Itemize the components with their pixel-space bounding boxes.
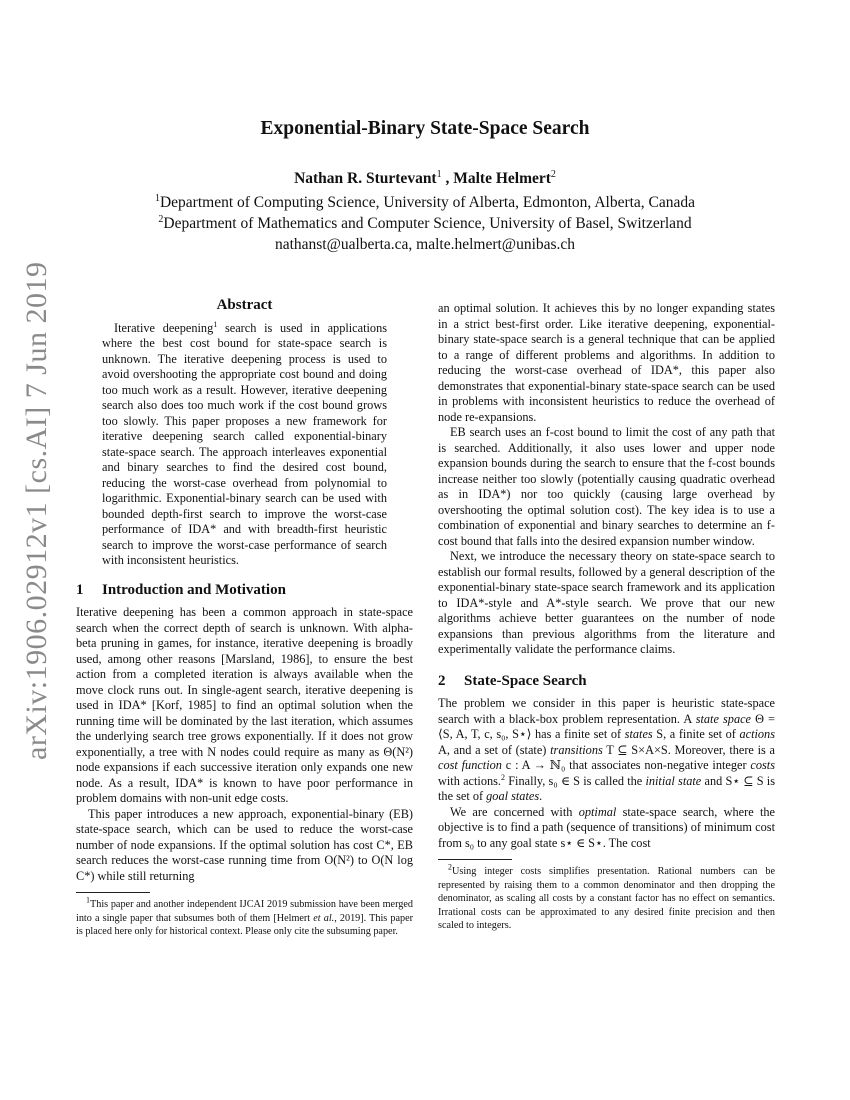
author-name: Malte Helmert bbox=[453, 170, 551, 187]
footnote-citation: et al. bbox=[313, 912, 335, 924]
footnote-mark: 2 bbox=[448, 862, 452, 872]
affiliation-text: Department of Mathematics and Computer Science, University of Basel, Switzerland bbox=[163, 215, 692, 232]
text-run: c : A → ℕ₀ that associates non-negative integer bbox=[501, 758, 751, 772]
body-paragraph: an optimal solution. It achieves this by no longer expanding states in a strict best-first order. Like iterative deepening, exponential-binary state-space search is a general technique that can be applied to a range of different problems and algorithms. In addition to reducing the worst-case overhead of IDA*, this paper also demonstrates that exponential-binary state-space search can be used in problems with inconsistent heuristics to reduce the overhead of node re-expansions. bbox=[438, 301, 775, 424]
footnote-divider bbox=[438, 859, 512, 860]
section-title: State-Space Search bbox=[464, 672, 587, 689]
section-title: Introduction and Motivation bbox=[102, 581, 286, 598]
paper-title: Exponential-Binary State-Space Search bbox=[260, 118, 590, 139]
body-paragraph: EB search uses an f-cost bound to limit the cost of any path that is searched. Additionally, it also uses lower and upper node expansion bounds during the search to ensure that the f-cost bounds increase neither too slowly (potentially causing quadratic overhead as in IDA*) nor too quickly (causing large overhead by overshooting the optimal solution cost). The key idea is to use a combination of exponential and binary searches to determine an f-cost bound that falls into the desired expansion number window. bbox=[438, 425, 775, 548]
text-run: S, a finite set of bbox=[652, 727, 740, 741]
section-number: 1 bbox=[76, 581, 84, 598]
section-number: 2 bbox=[438, 672, 446, 689]
intro-paragraph: This paper introduces a new approach, exponential-binary (EB) state-space search, which can be used to reduce the worst-case number of node expansions. If the optimal solution has cost C*, EB search reduces the worst-case running time from O(N²) to O(N log C*) while still returning bbox=[76, 806, 413, 883]
text-run: state-space search, where the objective is to find a path (sequence of transitions) of minimum cost from s₀ to any goal state s⋆ ∈ S⋆. The cost bbox=[438, 804, 775, 850]
affiliation-mark: 1 bbox=[154, 192, 160, 204]
affiliation-line bbox=[0, 192, 850, 213]
text-run: and S⋆ ⊆ S is the set of bbox=[438, 773, 775, 803]
text-run: Θ = ⟨S, A, T, c, s₀, S⋆⟩ has a finite set of bbox=[438, 711, 775, 741]
footnote-mark: 1 bbox=[213, 319, 218, 329]
text-run: with actions. bbox=[438, 773, 501, 788]
text-run: Finally, s₀ ∈ S is called the bbox=[504, 773, 646, 788]
footnote-text: , 2019]. This paper is placed here only for historical context. Please only cite the subsuming paper. bbox=[76, 912, 413, 937]
author-name: Nathan R. Sturtevant bbox=[294, 170, 437, 187]
affiliation-mark: 1 bbox=[436, 168, 442, 180]
author-line bbox=[0, 170, 850, 188]
arxiv-identifier-stamp: arXiv:1906.02912v1 [cs.AI] 7 Jun 2019 bbox=[20, 261, 53, 760]
body-paragraph bbox=[438, 696, 775, 805]
paper-header bbox=[0, 118, 850, 255]
text-run: . bbox=[539, 789, 543, 803]
right-column bbox=[438, 301, 775, 933]
author-separator: , bbox=[445, 170, 450, 187]
affiliation-block bbox=[0, 192, 850, 255]
text-run: A, and a set of (state) bbox=[438, 742, 551, 757]
footnote-divider bbox=[76, 892, 150, 893]
intro-paragraph: Iterative deepening has been a common approach in state-space search when the correct depth of search is unknown. With alpha-beta pruning in games, for instance, iterative deepening is broadly used, among other reasons [Marsland, 1986], to ensure the best action from a completed iteration is always available when the move clock runs out. In single-agent search, iterative deepening is used in IDA* [Korf, 1985] to find an optimal solution when the running time will be dominated by the last iteration, which assumes the underlying search tree grows exponentially. If it does not grow exponentially, a tree with N nodes could require as many as Θ(N²) node expansions if each successive iteration only expands one new node. As a result, IDA* is known to have poor performance in problem domains with non-unit edge costs. bbox=[76, 605, 413, 805]
abstract-text bbox=[102, 321, 387, 569]
footnote bbox=[76, 895, 413, 939]
affiliation-text: Department of Computing Science, University of Alberta, Edmonton, Alberta, Canada bbox=[159, 194, 696, 211]
footnote bbox=[438, 862, 775, 933]
affiliation-mark: 2 bbox=[550, 168, 556, 180]
defined-term: transitions bbox=[550, 742, 603, 757]
defined-term: optimal bbox=[578, 804, 617, 819]
text-run: We are concerned with bbox=[450, 804, 579, 819]
affiliation-line bbox=[0, 213, 850, 234]
footnote-mark: 2 bbox=[500, 772, 505, 782]
section-heading-state-space-search bbox=[438, 674, 775, 690]
footnote-text: This paper and another independent IJCAI 2019 submission have been merged into a single paper that subsumes both of them [Helmert bbox=[76, 899, 413, 924]
footnote-mark: 1 bbox=[86, 895, 90, 905]
affiliation-mark: 2 bbox=[158, 213, 164, 225]
defined-term: actions bbox=[739, 727, 775, 741]
abstract-heading: Abstract bbox=[216, 297, 273, 313]
left-column bbox=[76, 298, 413, 939]
abstract-text-part: Iterative deepening bbox=[114, 320, 214, 335]
text-run: T ⊆ S×A×S. Moreover, there is a bbox=[602, 742, 775, 757]
defined-term: goal states bbox=[486, 789, 540, 803]
defined-term: states bbox=[624, 727, 653, 741]
defined-term: state space bbox=[695, 711, 752, 726]
defined-term: initial state bbox=[645, 773, 702, 788]
section-heading-introduction bbox=[76, 583, 413, 599]
text-run: The problem we consider in this paper is heuristic state-space search with a black-box problem representation. A bbox=[438, 696, 775, 726]
defined-term: costs bbox=[750, 758, 776, 772]
defined-term: cost function bbox=[438, 758, 502, 772]
body-paragraph bbox=[438, 805, 775, 852]
footnote-text: Using integer costs simplifies presentation. Rational numbers can be represented by raising them to a common denominator and then dropping the denominator, as scaling all costs by a constant factor has no effect on semantics. Irrational costs can be approximated to any desired finite precision and then scaled to integers. bbox=[438, 866, 775, 931]
abstract-text-part: search is used in applications where the best cost bound for state-space search is unknown. The iterative deepening process is used to avoid overshooting the appropriate cost bound and doing too much work as a result. However, iterative deepening search also does too much work if the cost bound grows too slowly. This paper proposes a new framework for iterative deepening search called exponential-binary state-space search. The approach interleaves exponential and binary searches to find the desired cost bound, reducing the worst-case overhead from polynomial to logarithmic. Exponential-binary search can be used with bounded depth-first search to improve the worst-case performance of IDA* and with breadth-first heuristic search to improve the worst-case performance of search with inconsistent heuristics. bbox=[102, 320, 388, 567]
author-emails: nathanst@ualberta.ca, malte.helmert@unibas.ch bbox=[274, 236, 576, 253]
body-paragraph: Next, we introduce the necessary theory on state-space search to establish our formal results, followed by a general description of the exponential-binary state-space search framework and its application to IDA*-style and A*-style search. We prove that our new algorithms achieve better guarantees on the number of node expansions than previous algorithms from the literature and experimentally validate the performance claims. bbox=[438, 549, 775, 656]
